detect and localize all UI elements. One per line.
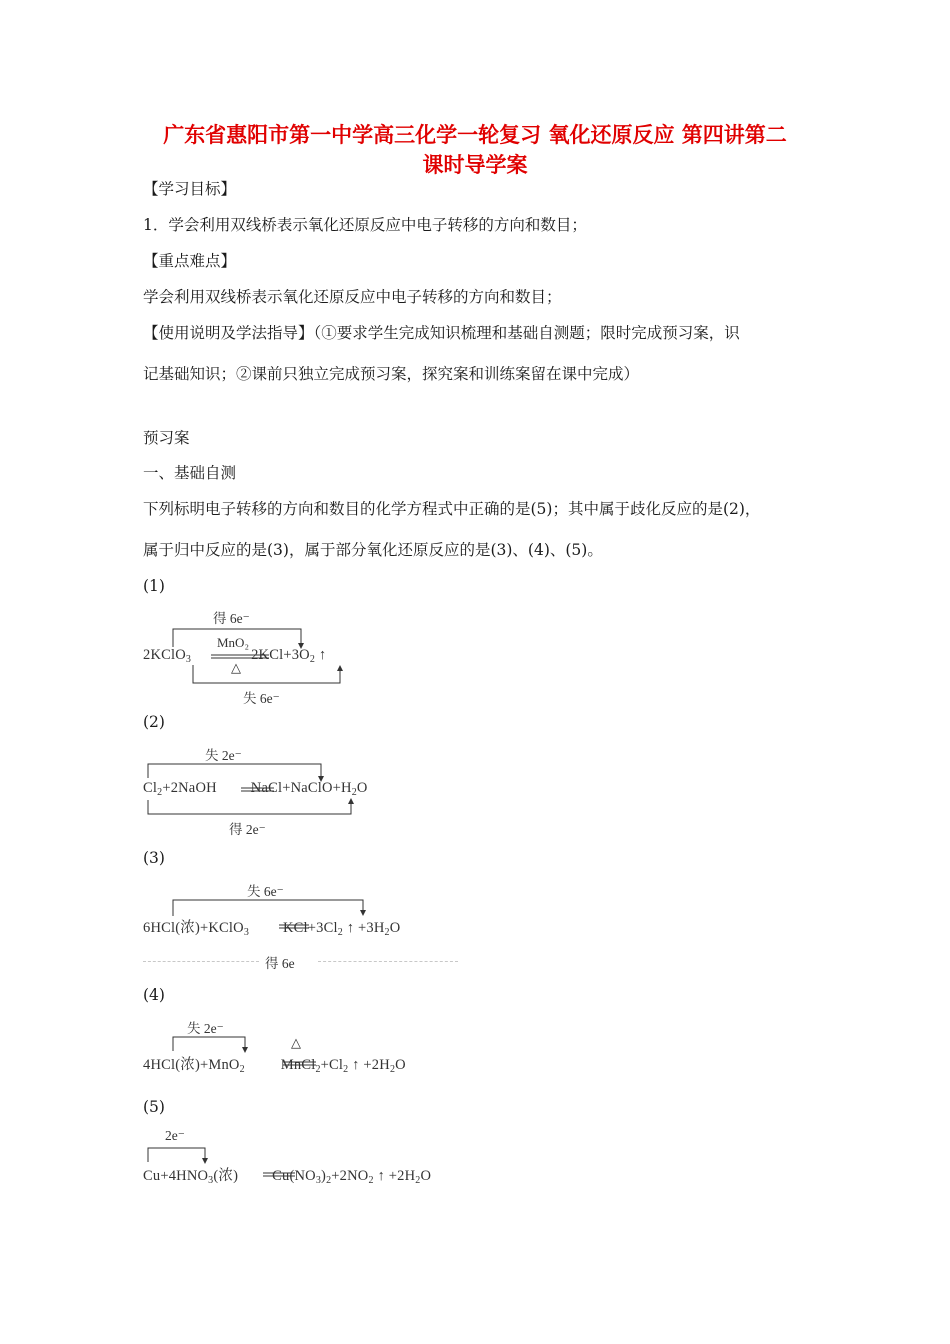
key-heading: 【重点难点】 [143, 252, 237, 270]
loss-label: 失 6e⁻ [243, 691, 280, 706]
heat-symbol: △ [291, 1035, 301, 1050]
gain-label: 得 2e⁻ [229, 822, 266, 837]
faded-bridge-line [318, 961, 458, 962]
reaction-3 [143, 878, 463, 973]
usage-line-1: 【使用说明及学法指导】（①要求学生完成知识梳理和基础自测题；限时完成预习案，识 [143, 324, 740, 342]
reaction-2 [143, 742, 443, 837]
transfer-label: 2e⁻ [165, 1128, 185, 1143]
key-text: 学会利用双线桥表示氧化还原反应中电子转移的方向和数目； [143, 288, 562, 306]
faded-bridge-line [143, 961, 259, 962]
reaction-number-4: (4) [143, 986, 165, 1004]
gain-label: 得 6e⁻ [213, 611, 250, 626]
loss-label: 失 2e⁻ [205, 748, 242, 763]
usage-line-2: 记基础知识；②课前只独立完成预习案，探究案和训练案留在课中完成） [143, 365, 640, 383]
gain-label: 得 6e [265, 956, 295, 971]
section-heading: 一、基础自测 [143, 464, 237, 482]
loss-label: 失 2e⁻ [187, 1021, 224, 1036]
goal-heading: 【学习目标】 [143, 180, 237, 198]
question-line-1: 下列标明电子转移的方向和数目的化学方程式中正确的是(5)；其中属于歧化反应的是(2)， [143, 500, 761, 518]
reaction-number-5: (5) [143, 1098, 165, 1116]
equation: 2KClO$_3$ $2KCl+3O_2$ ↑ [143, 647, 327, 665]
reaction-number-2: (2) [143, 713, 165, 731]
reaction-5 [143, 1126, 523, 1196]
question-line-2: 属于归中反应的是(3)，属于部分氧化还原反应的是(3)、(4)、(5)。 [143, 541, 603, 559]
equation: $Cl_2+2NaOH$ $NaCl+NaClO+H_2O$ [143, 780, 368, 798]
reaction-4 [143, 1015, 503, 1085]
equation: 6HCl(浓)+KClO$_3$ $KCl+3Cl_2$ ↑ $+3H_2O$ [143, 920, 401, 938]
reaction-number-1: (1) [143, 577, 165, 595]
heat-symbol: △ [231, 660, 241, 675]
catalyst-label: MnO₂ [217, 635, 249, 650]
goal-item: 1．学会利用双线桥表示氧化还原反应中电子转移的方向和数目； [143, 216, 587, 234]
loss-label: 失 6e⁻ [247, 884, 284, 899]
equation: $Cu+4HNO_3$(浓) $Cu(NO_3)_2+2NO_2$ ↑ $+2H_2O$ [143, 1168, 432, 1186]
equation: 4HCl(浓)+MnO$_2$ $MnCl_2+Cl_2$ ↑ $+2H_2O$ [143, 1057, 406, 1075]
title-line-1: 广东省惠阳市第一中学高三化学一轮复习 氧化还原反应 第四讲第二 [163, 123, 787, 147]
preview-heading: 预习案 [143, 429, 190, 447]
reaction-1 [143, 605, 403, 705]
title-line-2: 课时导学案 [422, 153, 528, 177]
reaction-number-3: (3) [143, 849, 165, 867]
document-title [100, 120, 850, 180]
